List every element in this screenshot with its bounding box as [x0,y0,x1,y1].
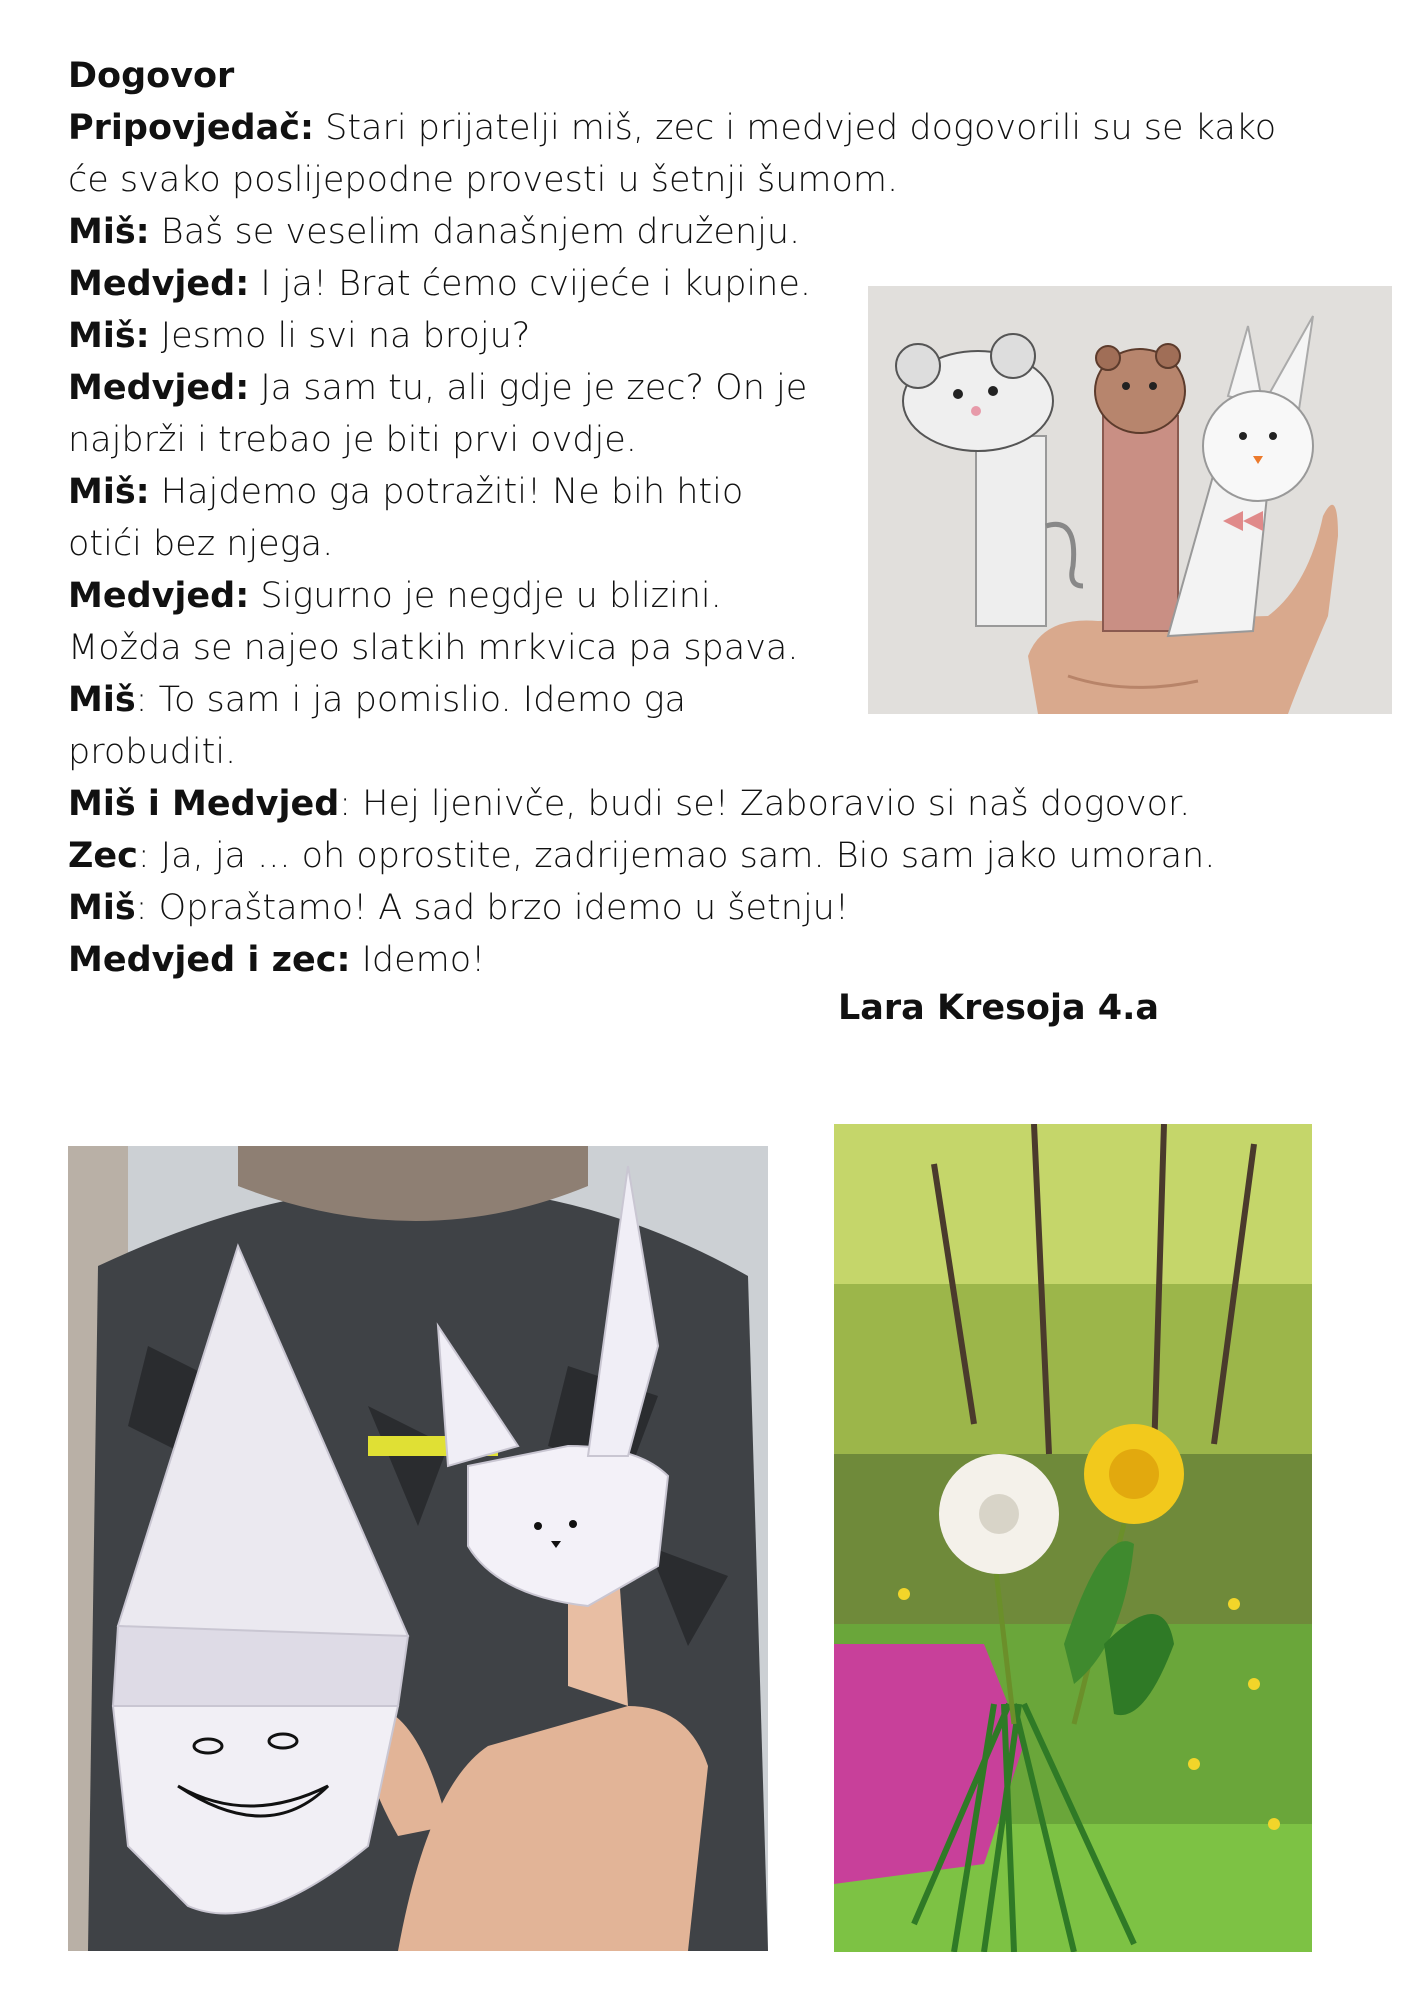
dandelion-bouquet-photo [834,1124,1312,1952]
speaker-label: Medvjed: [68,576,250,616]
dialogue-line [68,466,828,570]
dialogue-line [68,882,1318,934]
line-text: Hajdemo ga potražiti! Ne bih htio otići bez njega. [68,472,744,564]
dialogue-line [68,778,1318,830]
line-text: Sigurno je negdje u blizini. Možda se najeo slatkih mrkvica pa spava. [68,576,799,668]
line-text: Ja sam tu, ali gdje je zec? On je najbrži i trebao je biti prvi ovdje. [68,368,808,460]
speaker-label: Miš: [68,212,150,252]
line-text: Stari prijatelji miš, zec i medvjed dogovorili su se kako će svako poslijepodne provesti u šetnji šumom. [68,108,1277,200]
line-text: Idemo! [350,940,486,980]
dialogue-line [68,934,1318,986]
dialogue-line [68,830,1318,882]
speaker-label: Medvjed: [68,264,250,304]
speaker-label: Medvjed i zec: [68,940,351,980]
dialogue-line [68,362,828,466]
dialogue-line [68,674,708,778]
line-text: Jesmo li svi na broju? [149,316,531,356]
speaker-label: Zec [68,836,138,876]
finger-puppets-photo [868,286,1392,714]
speaker-label: Miš [68,680,136,720]
story-title: Dogovor [68,56,235,96]
dialogue-line [68,570,828,674]
line-text: : Ja, ja ... oh oprostite, zadrijemao sam. Bio sam jako umoran. [137,836,1216,876]
line-text: I ja! Brat ćemo cvijeće i kupine. [249,264,811,304]
speaker-label: Medvjed: [68,368,250,408]
origami-puppets-photo [68,1146,768,1951]
speaker-label: Miš: [68,472,150,512]
line-text: : To sam i ja pomislio. Idemo ga probuditi. [68,680,686,772]
speaker-label: Miš: [68,316,150,356]
line-text: : Opraštamo! A sad brzo idemo u šetnju! [135,888,849,928]
speaker-label: Miš i Medvjed [68,784,340,824]
line-text: Baš se veselim današnjem druženju. [149,212,801,252]
dialogue-line [68,206,1318,258]
author-signature: Lara Kresoja 4.a [838,988,1160,1028]
line-text: : Hej ljenivče, budi se! Zaboravio si naš dogovor. [339,784,1191,824]
speaker-label: Pripovjedač: [68,108,314,148]
speaker-label: Miš [68,888,136,928]
dialogue-line [68,102,1318,206]
